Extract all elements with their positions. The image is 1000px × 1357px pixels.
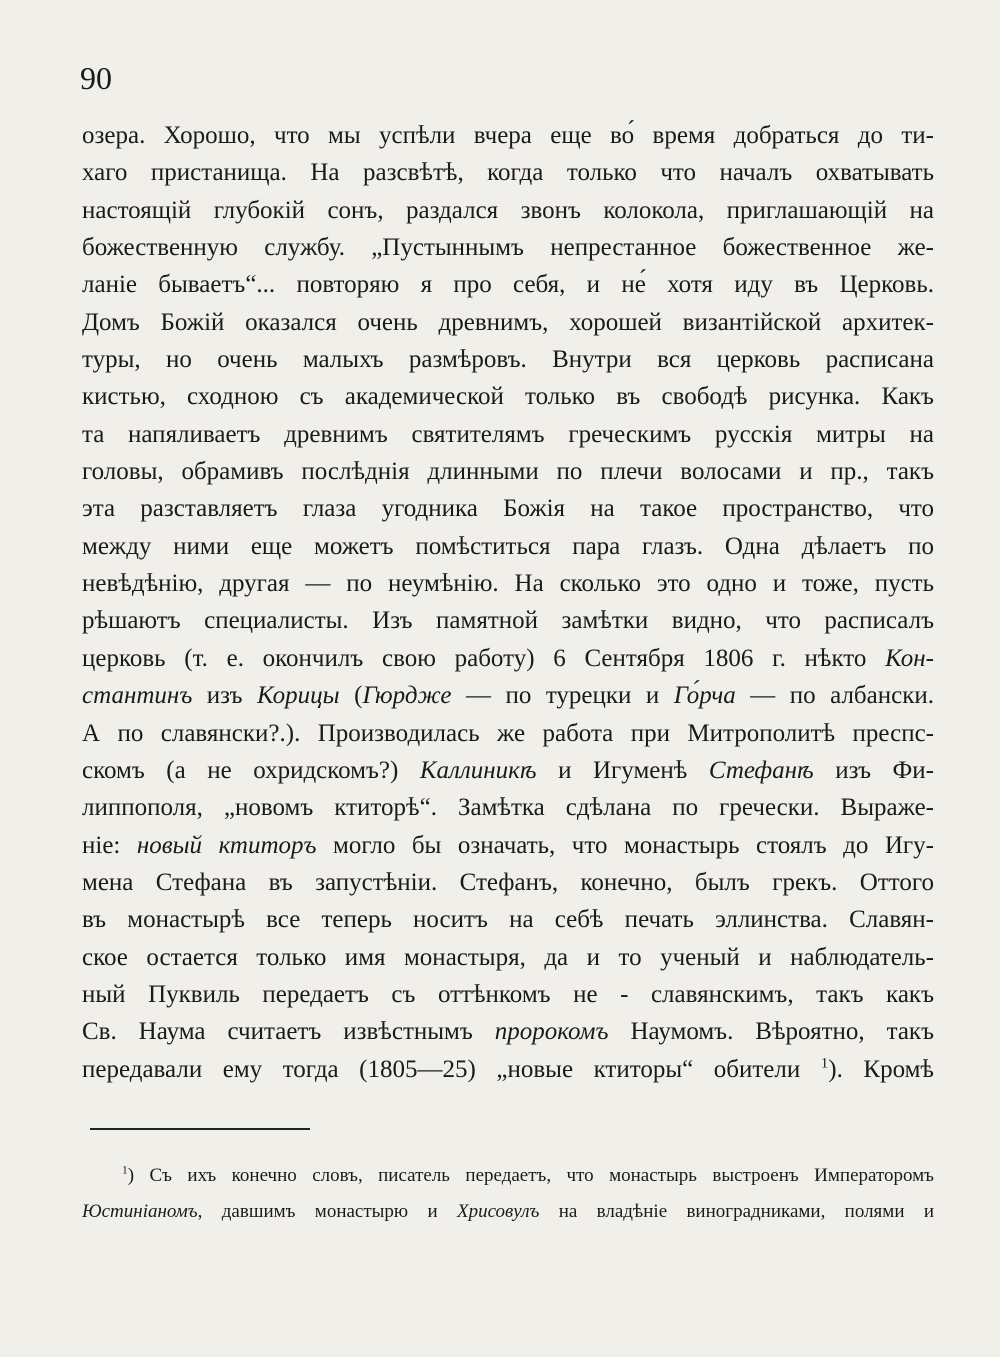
text-span: Домъ Божій оказался очень древнимъ, хорошей византійской архитек- <box>82 308 934 336</box>
text-span: эта разставляетъ глаза угодника Божія на такое пространство, что <box>82 495 934 523</box>
text-line <box>82 528 934 565</box>
italic-span: пророкомъ <box>494 1018 609 1046</box>
text-span: въ монастырѣ все теперь носитъ на себѣ печать эллинства. Славян- <box>82 906 934 934</box>
text-line <box>82 341 934 378</box>
text-line <box>82 1051 934 1088</box>
italic-span: Юстиніаномъ <box>82 1201 198 1222</box>
text-line <box>82 976 934 1013</box>
text-line <box>82 565 934 602</box>
text-line <box>82 864 934 901</box>
text-span: липпополя, „новомъ ктиторѣ“. Замѣтка сдѣлана по гречески. Выраже- <box>82 794 934 822</box>
text-line <box>82 192 934 229</box>
text-line <box>82 677 934 714</box>
italic-span: Каллиникѣ <box>419 756 537 784</box>
italic-span: стантинъ <box>82 682 193 710</box>
text-span: ) Съ ихъ конечно словъ, писатель передаетъ, что монастырь выстроенъ Императоромъ <box>127 1165 934 1186</box>
text-span: ланіе бываетъ“... повторяю я про себя, и не́ хотя иду въ Церковь. <box>82 271 934 299</box>
text-line <box>82 602 934 639</box>
text-line <box>82 453 934 490</box>
footnotes <box>82 1158 934 1230</box>
text-span: та напяливаетъ древнимъ святителямъ греческимъ русскія митры на <box>82 420 934 448</box>
text-span: — по албански. <box>735 682 934 710</box>
text-span: между ними еще можетъ помѣститься пара глазъ. Одна дѣлаетъ по <box>82 532 934 560</box>
text-line <box>82 827 934 864</box>
text-span: изъ Фи- <box>813 756 934 784</box>
text-span: божественную службу. „Пустыннымъ непрестанное божественное же- <box>82 234 934 262</box>
text-span: кистью, сходною съ академической только въ свободѣ рисунка. Какъ <box>82 383 934 411</box>
text-line <box>82 490 934 527</box>
italic-span: Хрисовулъ <box>456 1201 540 1222</box>
text-span: на владѣніе виноградниками, полями и <box>539 1201 934 1222</box>
italic-span: Стефанѣ <box>708 756 814 784</box>
text-span: ный Пуквиль передаетъ съ оттѣнкомъ не - славянскимъ, такъ какъ <box>82 980 934 1008</box>
text-span: передавали ему тогда (1805—25) „новые ктиторы“ обители <box>82 1055 821 1083</box>
italic-span: Го́рча <box>673 682 736 710</box>
text-span: , давшимъ монастырю и <box>197 1201 457 1222</box>
text-span: невѣдѣнію, другая — по неумѣнію. На сколько это одно и тоже, пусть <box>82 570 934 598</box>
text-span: ). Кромѣ <box>828 1055 934 1083</box>
text-line <box>82 939 934 976</box>
text-line <box>82 378 934 415</box>
text-span: головы, обрамивъ послѣднія длинными по плечи волосами и пр., такъ <box>82 458 934 486</box>
footnote-line <box>82 1194 934 1230</box>
text-span: Св. Наума считаетъ извѣстнымъ <box>82 1018 495 1046</box>
footnote-ref: 1 <box>820 1055 829 1072</box>
text-span: — по турецки и <box>451 682 674 710</box>
text-span: хаго пристанища. На разсвѣтѣ, когда только что началъ охватывать <box>82 159 934 187</box>
footnote-separator <box>90 1128 310 1130</box>
text-span: ніе: <box>82 831 137 859</box>
footnote-ref: 1 <box>122 1164 128 1177</box>
text-span: скомъ (а не охридскомъ?) <box>82 756 420 784</box>
text-line <box>82 752 934 789</box>
text-line <box>82 304 934 341</box>
text-span: настоящій глубокій сонъ, раздался звонъ колокола, приглашающій на <box>82 196 934 224</box>
text-line <box>82 1013 934 1050</box>
text-span: мена Стефана въ запустѣніи. Стефанъ, конечно, былъ грекъ. Оттого <box>82 868 934 896</box>
text-line <box>82 640 934 677</box>
text-span: ское остается только имя монастыря, да и то ученый и наблюдатель- <box>82 943 934 971</box>
text-span: рѣшаютъ специалисты. Изъ памятной замѣтки видно, что расписалъ <box>82 607 934 635</box>
text-span: А по славянски?.). Производилась же работа при Митрополитѣ преспс- <box>82 719 934 747</box>
text-span: Наумомъ. Вѣроятно, такъ <box>608 1018 934 1046</box>
text-line <box>82 715 934 752</box>
text-line <box>82 229 934 266</box>
text-span: озера. Хорошо, что мы успѣли вчера еще во́ время добраться до ти- <box>82 122 934 149</box>
text-span: церковь (т. е. окончилъ свою работу) 6 Сентября 1806 г. нѣкто <box>82 644 886 672</box>
italic-span: Кон- <box>885 644 934 672</box>
footnote-line <box>82 1158 934 1194</box>
text-line <box>82 154 934 191</box>
italic-span: новый ктиторъ <box>136 831 317 859</box>
text-span: и Игуменѣ <box>536 756 709 784</box>
text-span: изъ <box>192 682 258 710</box>
text-line <box>82 117 934 154</box>
text-line <box>82 266 934 303</box>
text-span: могло бы означать, что монастырь стоялъ до Игу- <box>316 831 934 859</box>
italic-span: Корицы <box>257 682 340 710</box>
text-line <box>82 901 934 938</box>
body-text <box>82 117 934 1088</box>
text-span: ( <box>339 682 363 710</box>
text-span: туры, но очень малыхъ размѣровъ. Внутри вся церковь расписана <box>82 346 934 374</box>
text-line <box>82 789 934 826</box>
italic-span: Гюрдже <box>362 682 452 710</box>
page-number: 90 <box>80 60 112 96</box>
text-line <box>82 416 934 453</box>
